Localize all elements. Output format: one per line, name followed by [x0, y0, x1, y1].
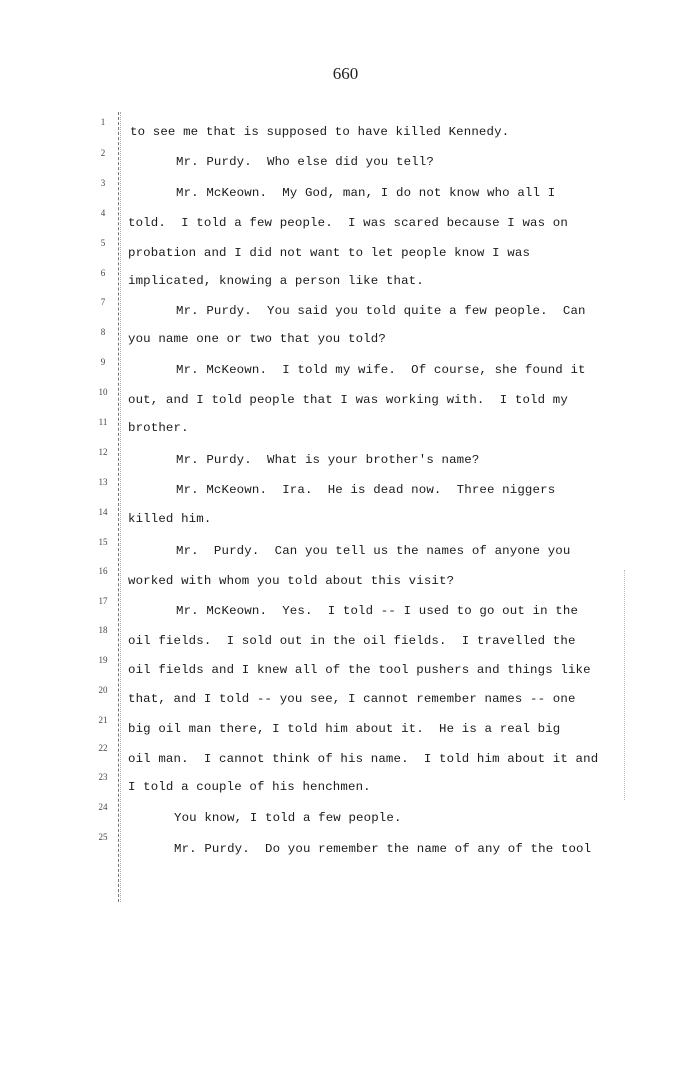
transcript-line: probation and I did not want to let people know I was [128, 246, 531, 260]
line-number: 11 [98, 417, 108, 427]
transcript-line: big oil man there, I told him about it. He is a real big [128, 722, 561, 736]
transcript-line: worked with whom you told about this visit? [128, 574, 455, 588]
line-number: 14 [98, 507, 108, 517]
transcript-line: Mr. McKeown. Ira. He is dead now. Three niggers [176, 483, 556, 497]
transcript-line: Mr. McKeown. Yes. I told -- I used to go out in the [176, 604, 579, 618]
line-number: 24 [98, 802, 108, 812]
transcript-line: that, and I told -- you see, I cannot remember names -- one [128, 692, 576, 706]
line-number: 6 [100, 268, 106, 278]
transcript-line: Mr. Purdy. Do you remember the name of any of the tool [174, 842, 592, 856]
line-number: 20 [98, 685, 108, 695]
line-number: 5 [100, 238, 106, 248]
transcript-line: Mr. Purdy. Can you tell us the names of anyone you [176, 544, 571, 558]
line-number: 1 [100, 117, 106, 127]
line-number: 8 [100, 327, 106, 337]
transcript-line: Mr. Purdy. Who else did you tell? [176, 155, 434, 169]
line-number: 2 [100, 148, 106, 158]
line-number: 25 [98, 832, 108, 842]
transcript-line: Mr. Purdy. You said you told quite a few people. Can [176, 304, 586, 318]
line-number: 4 [100, 208, 106, 218]
line-number: 18 [98, 625, 108, 635]
transcript-line: oil man. I cannot think of his name. I told him about it and [128, 752, 599, 766]
transcript-line: implicated, knowing a person like that. [128, 274, 424, 288]
line-number: 12 [98, 447, 108, 457]
page-number: 660 [332, 64, 359, 83]
transcript-line: I told a couple of his henchmen. [128, 780, 371, 794]
transcript-line: to see me that is supposed to have killed Kennedy. [130, 125, 510, 139]
transcript-line: you name one or two that you told? [128, 332, 386, 346]
line-number: 3 [100, 178, 106, 188]
line-number: 19 [98, 655, 108, 665]
transcript-line: told. I told a few people. I was scared because I was on [128, 216, 568, 230]
line-number: 7 [100, 297, 106, 307]
margin-rule-inner [120, 112, 121, 902]
transcript-line: You know, I told a few people. [174, 811, 402, 825]
transcript-line: Mr. Purdy. What is your brother's name? [176, 453, 480, 467]
right-margin-marks [624, 570, 625, 800]
transcript-line: out, and I told people that I was working with. I told my [128, 393, 568, 407]
line-number: 23 [98, 772, 108, 782]
line-number: 15 [98, 537, 108, 547]
transcript-line: oil fields and I knew all of the tool pushers and things like [128, 663, 591, 677]
line-number: 22 [98, 743, 108, 753]
line-number: 9 [100, 357, 106, 367]
transcript-line: killed him. [128, 512, 212, 526]
line-number: 17 [98, 596, 108, 606]
margin-rule [118, 112, 119, 902]
transcript-line: brother. [128, 421, 189, 435]
transcript-line: Mr. McKeown. My God, man, I do not know who all I [176, 186, 556, 200]
line-number: 21 [98, 715, 108, 725]
transcript-line: oil fields. I sold out in the oil fields. I travelled the [128, 634, 576, 648]
transcript-line: Mr. McKeown. I told my wife. Of course, she found it [176, 363, 586, 377]
line-number: 16 [98, 566, 108, 576]
line-number: 13 [98, 477, 108, 487]
line-number: 10 [98, 387, 108, 397]
